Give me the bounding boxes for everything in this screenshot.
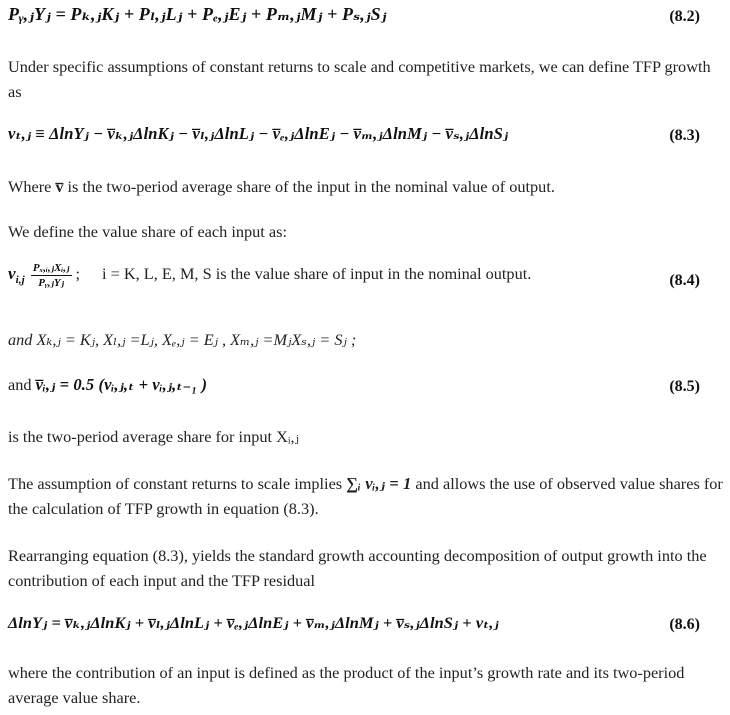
equation-8-2 — [8, 4, 730, 32]
equation-8-4-lhs-symbol: v — [8, 264, 16, 284]
equation-8-2-formula: Pᵧ,ⱼYⱼ = Pₖ,ⱼKⱼ + Pₗ,ⱼLⱼ + Pₑ,ⱼEⱼ + Pₘ,ⱼMⱼ + Pₛ,ⱼSⱼ — [8, 4, 387, 24]
equation-8-6 — [8, 613, 730, 641]
equation-8-4-denominator: Pᵧ,ⱼYⱼ — [38, 277, 65, 289]
equation-8-4-lhs-subscript: i,j — [15, 274, 25, 287]
equation-8-4: $v_{i,j}$ $\frac{\text{Pₓ,ᵢ,ⱼXᵢ,ⱼ}}{\text{Pᵧ,ⱼYⱼ}}$ ; i = K, L, E, M, S is the value share of input in the nominal output. (8.4) — [8, 262, 700, 289]
equation-8-5-number: (8.5) — [669, 378, 700, 395]
equation-8-6-formula: ΔlnYⱼ = v̅ₖ,ⱼΔlnKⱼ + v̅ₗ,ⱼΔlnLⱼ + v̅ₑ,ⱼΔlnEⱼ + v̅ₘ,ⱼΔlnMⱼ + v̅ₛ,ⱼΔlnSⱼ + vₜ,ⱼ — [8, 613, 499, 632]
paragraph-average-share-input: is the two-period average share for input Xᵢ,ⱼ — [8, 427, 299, 446]
equation-8-3 — [8, 124, 730, 152]
equation-8-6-number: (8.6) — [669, 616, 700, 633]
paragraph-constant-returns-post: and allows the use of observed value shares for the calculation of TFP growth in equation (8.3). — [8, 474, 723, 518]
paragraph-average-share-post: is the two-period average share of the input in the nominal value of output. — [63, 177, 555, 196]
equation-8-4-numerator: Pₓ,ᵢ,ⱼXᵢ,ⱼ — [32, 262, 70, 274]
equation-8-2-number: (8.2) — [669, 8, 700, 25]
equation-8-4-lhs — [8, 264, 25, 287]
equation-8-4-number: (8.4) — [669, 272, 700, 289]
paragraph-constant-returns — [8, 471, 724, 521]
equation-8-3-number: (8.3) — [669, 127, 700, 144]
paragraph-input-definitions: and Xₖ,ⱼ = Kⱼ, Xₗ,ⱼ =Lⱼ, Xₑ,ⱼ = Eⱼ , Xₘ,ⱼ =MⱼXₛ,ⱼ = Sⱼ ; — [8, 330, 357, 349]
paragraph-contribution-definition: where the contribution of an input is defined as the product of the input’s growth rate and its two-period average value share. — [8, 663, 685, 707]
equation-8-5-formula: v̅ᵢ,ⱼ = 0.5 (vᵢ,ⱼ,ₜ + vᵢ,ⱼ,ₜ₋₁ ) — [35, 375, 208, 394]
paragraph-tfp-definition: Under specific assumptions of constant returns to scale and competitive markets, we can define TFP growth as — [8, 57, 711, 101]
equation-8-5 — [8, 375, 730, 403]
equation-8-3-formula: vₜ,ⱼ ≡ ΔlnYⱼ − v̅ₖ,ⱼΔlnKⱼ − v̅ₗ,ⱼΔlnLⱼ − v̅ₑ,ⱼΔlnEⱼ − v̅ₘ,ⱼΔlnMⱼ − v̅ₛ,ⱼΔlnSⱼ — [8, 124, 509, 143]
average-share-symbol: v̅ — [55, 179, 64, 196]
paragraph-value-share-intro: We define the value share of each input as: — [8, 222, 287, 241]
paragraph-constant-returns-pre: The assumption of constant returns to scale implies — [8, 474, 347, 493]
paragraph-average-share-pre: Where — [8, 177, 56, 196]
equation-8-4-fraction — [31, 262, 72, 289]
paragraph-rearranging: Rearranging equation (8.3), yields the standard growth accounting decomposition of output growth into the contribution of each input and the TFP residual — [8, 546, 707, 590]
equation-8-5-prefix: and — [8, 375, 36, 394]
equation-8-4-text: i = K, L, E, M, S is the value share of input in the nominal output. — [102, 264, 532, 284]
paragraph-average-share — [8, 174, 724, 200]
sum-shares-formula: ∑ᵢ vᵢ,ⱼ = 1 — [346, 474, 412, 493]
